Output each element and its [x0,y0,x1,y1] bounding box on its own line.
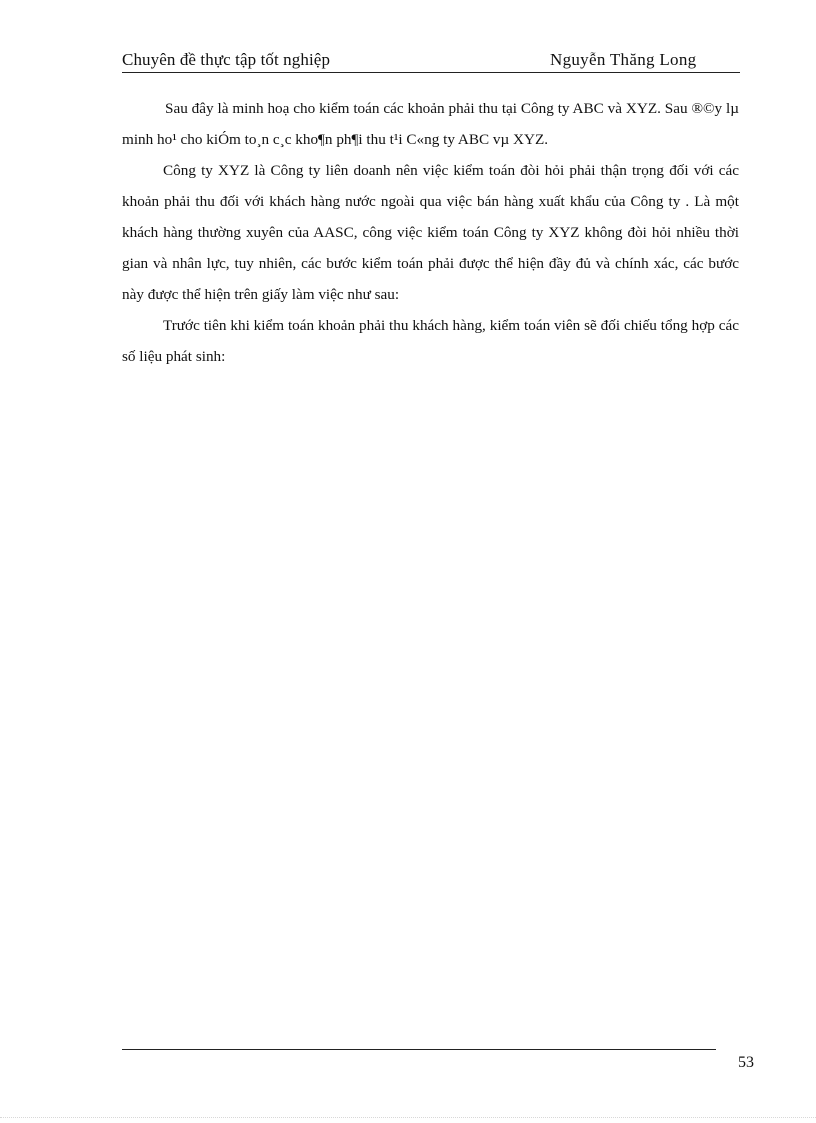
page-number: 53 [738,1054,754,1071]
paragraph-intro: Sau đây là minh hoạ cho kiểm toán các khoản phải thu tại Công ty ABC và XYZ. Sau ®©y lµ minh ho¹ cho kiÓm to¸n c¸c kho¶n ph¶i thu t¹i C«ng ty ABC vµ XYZ. [122,100,739,148]
page-header [122,46,740,73]
header-title: Chuyên đề thực tập tốt nghiệp [122,50,331,69]
body-text [122,93,739,372]
page-bottom-border [0,1117,816,1118]
footer-rule [122,1049,716,1050]
header-author: Nguyễn Thăng Long [550,50,697,69]
paragraph-company-xyz: Công ty XYZ là Công ty liên doanh nên việc kiểm toán đòi hỏi phải thận trọng đối với các khoản phải thu đối với khách hàng nước ngoài qua việc bán hàng xuất khẩu của Công ty . Là một khách hàng thường xuyên của AASC, công việc kiểm toán Công ty XYZ không đòi hỏi nhiều thời gian và nhân lực, tuy nhiên, các bước kiểm toán phải được thể hiện đầy đủ và chính xác, các bước này được thể hiện trên giấy làm việc như sau: [122,162,739,303]
paragraph-first-step: Trước tiên khi kiểm toán khoản phải thu khách hàng, kiểm toán viên sẽ đối chiếu tổng hợp các số liệu phát sinh: [122,317,739,365]
